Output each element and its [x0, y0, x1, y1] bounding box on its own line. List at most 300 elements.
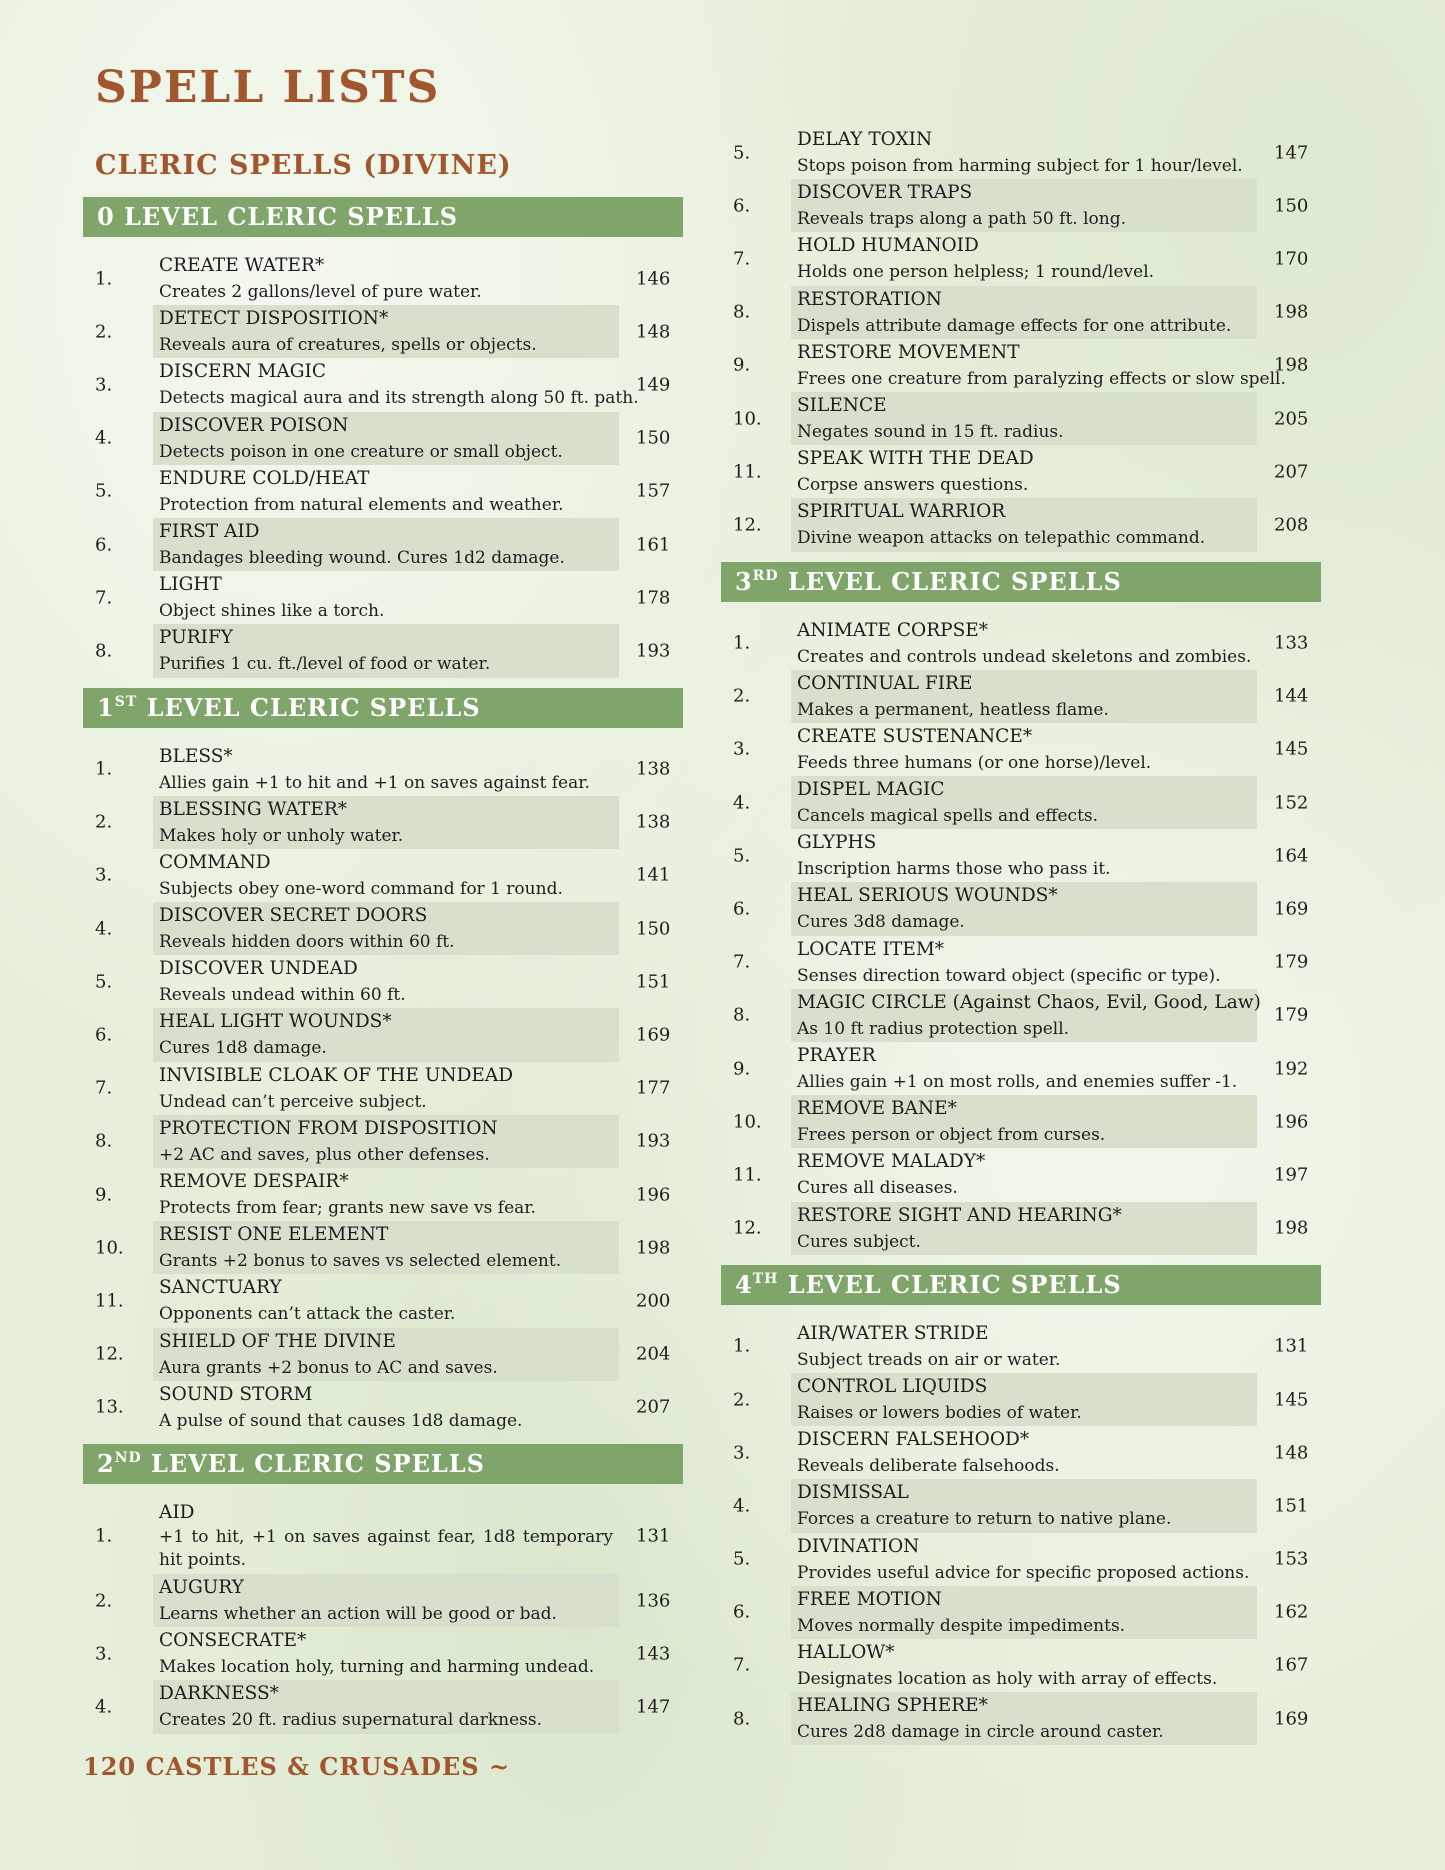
spell-page-number: 148: [636, 321, 671, 343]
spell-name: DISCOVER TRAPS: [797, 182, 973, 204]
spell-name: PROTECTION FROM DISPOSITION: [159, 1117, 498, 1139]
spell-name: DISCOVER UNDEAD: [159, 958, 358, 980]
spell-page-number: 198: [1274, 354, 1309, 376]
spell-number: 2.: [95, 1590, 113, 1612]
spell-entry: [721, 882, 1321, 935]
spell-description: Feeds three humans (or one horse)/level.: [797, 752, 1152, 773]
spell-body: [791, 1320, 1257, 1373]
spell-description: +2 AC and saves, plus other defenses.: [159, 1144, 490, 1165]
spell-description: A pulse of sound that causes 1d8 damage.: [159, 1410, 523, 1431]
spell-body: [791, 445, 1257, 498]
spell-body: [153, 1168, 619, 1221]
spell-number: 6.: [95, 1024, 113, 1046]
spell-entry: [721, 445, 1321, 498]
spell-name: REMOVE BANE*: [797, 1098, 957, 1120]
spell-number: 1.: [733, 632, 751, 654]
spell-body: [153, 1062, 619, 1115]
spell-number: 12.: [95, 1343, 124, 1365]
spell-number: 1.: [95, 758, 113, 780]
spell-page-number: 192: [1274, 1058, 1309, 1080]
spell-name: HEALING SPHERE*: [797, 1695, 988, 1717]
spell-entry: [721, 498, 1321, 551]
spell-body: [791, 126, 1257, 179]
spell-description: Cancels magical spells and effects.: [797, 806, 1099, 827]
spell-number: 6.: [95, 534, 113, 556]
spell-page-number: 157: [636, 480, 671, 502]
spell-page-number: 150: [636, 427, 671, 449]
spell-description: As 10 ft radius protection spell.: [797, 1018, 1070, 1039]
spell-number: 10.: [733, 408, 762, 430]
spell-entry: [83, 624, 683, 677]
spell-description: Reveals undead within 60 ft.: [159, 985, 406, 1006]
spell-name: RESIST ONE ELEMENT: [159, 1224, 389, 1246]
spell-number: 4.: [733, 1495, 751, 1517]
spell-number: 7.: [95, 587, 113, 609]
spell-name: DETECT DISPOSITION*: [159, 308, 389, 330]
page-footer: 120 CASTLES & CRUSADES ~: [83, 1752, 511, 1781]
spell-entry: [83, 743, 683, 796]
spell-description: Moves normally despite impediments.: [797, 1615, 1126, 1636]
spell-entry: [721, 126, 1321, 179]
spell-entry: [83, 1627, 683, 1680]
spell-page-number: 146: [636, 268, 671, 290]
spell-body: [153, 1680, 619, 1733]
spell-page-number: 198: [636, 1237, 671, 1259]
spell-entry: [721, 1586, 1321, 1639]
spell-page-number: 200: [636, 1290, 671, 1312]
spell-number: 1.: [733, 1335, 751, 1357]
spell-name: HEAL SERIOUS WOUNDS*: [797, 885, 1058, 907]
spell-entry: [83, 955, 683, 1008]
section-level-number: 2: [97, 1448, 115, 1478]
spell-number: 5.: [733, 845, 751, 867]
spell-description: Makes holy or unholy water.: [159, 825, 404, 846]
spell-entry: [721, 1639, 1321, 1692]
spell-body: [791, 1202, 1257, 1255]
spell-body: [791, 723, 1257, 776]
spell-entry: [83, 465, 683, 518]
spell-description: Makes location holy, turning and harming undead.: [159, 1657, 595, 1678]
spell-name: RESTORE MOVEMENT: [797, 341, 1020, 363]
spell-entry: [83, 1274, 683, 1327]
spell-name: AUGURY: [159, 1576, 244, 1598]
right-column: [721, 126, 1321, 1755]
spell-name: BLESSING WATER*: [159, 798, 348, 820]
spell-page-number: 145: [1274, 738, 1309, 760]
section-level-suffix: ND: [114, 1449, 142, 1466]
spell-body: [791, 1148, 1257, 1201]
spell-description: Allies gain +1 to hit and +1 on saves against fear.: [159, 772, 590, 793]
spell-name: PURIFY: [159, 627, 233, 649]
spell-entry: [83, 902, 683, 955]
spell-entry: [721, 1692, 1321, 1745]
spell-name: FREE MOTION: [797, 1588, 942, 1610]
section-gap: [721, 552, 1321, 562]
spell-entry: [721, 1426, 1321, 1479]
spell-body: [153, 1574, 619, 1627]
spell-description: Detects poison in one creature or small object.: [159, 441, 563, 462]
spell-number: 3.: [95, 374, 113, 396]
spell-body: [791, 670, 1257, 723]
spell-number: 2.: [95, 811, 113, 833]
spell-name: LOCATE ITEM*: [797, 938, 945, 960]
spell-page-number: 207: [636, 1396, 671, 1418]
spell-page-number: 196: [636, 1184, 671, 1206]
spell-number: 8.: [95, 1130, 113, 1152]
section-header: [83, 1444, 683, 1484]
spell-page-number: 208: [1274, 514, 1309, 536]
spell-body: [153, 849, 619, 902]
spell-body: [791, 1692, 1257, 1745]
section-level-number: 4: [735, 1269, 753, 1299]
section-level-number: 3: [735, 566, 753, 596]
spell-body: [153, 358, 639, 411]
spell-description: Reveals hidden doors within 60 ft.: [159, 932, 455, 953]
spell-page-number: 198: [1274, 301, 1309, 323]
spell-entry: [721, 1042, 1321, 1095]
spell-body: [153, 1328, 619, 1381]
spell-page-number: 149: [636, 374, 671, 396]
spell-number: 9.: [733, 354, 751, 376]
page-title: SPELL LISTS: [95, 62, 441, 113]
spell-number: 5.: [733, 142, 751, 164]
spell-number: 11.: [95, 1290, 124, 1312]
spell-description: Divine weapon attacks on telepathic command.: [797, 528, 1206, 549]
spell-number: 6.: [733, 195, 751, 217]
section-header-label: LEVEL CLERIC SPELLS: [778, 1269, 1122, 1299]
spell-page-number: 150: [636, 918, 671, 940]
spell-description: Reveals traps along a path 50 ft. long.: [797, 209, 1126, 230]
spell-number: 12.: [733, 1217, 762, 1239]
spell-description: Corpse answers questions.: [797, 475, 1029, 496]
spell-body: [153, 412, 619, 465]
spell-entry: [721, 829, 1321, 882]
left-column: [83, 197, 683, 1744]
spell-number: 4.: [95, 1696, 113, 1718]
spell-number: 8.: [733, 1708, 751, 1730]
spell-page-number: 198: [1274, 1217, 1309, 1239]
spell-page-number: 205: [1274, 408, 1309, 430]
spell-body: [153, 252, 619, 305]
spell-description: Object shines like a torch.: [159, 601, 385, 622]
spell-number: 11.: [733, 1164, 762, 1186]
spell-name: DISPEL MAGIC: [797, 779, 945, 801]
spell-body: [791, 829, 1257, 882]
spell-number: 7.: [733, 951, 751, 973]
spell-page-number: 193: [636, 640, 671, 662]
section-gap: [83, 678, 683, 688]
spell-number: 7.: [733, 248, 751, 270]
spell-body: [153, 1499, 619, 1574]
spell-description: Forces a creature to return to native plane.: [797, 1509, 1172, 1530]
section-subtitle: CLERIC SPELLS (DIVINE): [95, 150, 512, 181]
spell-body: [153, 743, 619, 796]
spell-entry: [721, 179, 1321, 232]
spell-page-number: 167: [1274, 1654, 1309, 1676]
spell-number: 3.: [95, 864, 113, 886]
spell-description: Protection from natural elements and weather.: [159, 494, 564, 515]
spell-entry: [83, 1168, 683, 1221]
spell-name: AIR/WATER STRIDE: [797, 1322, 989, 1344]
spell-name: GLYPHS: [797, 832, 877, 854]
spell-page-number: 131: [1274, 1335, 1309, 1357]
spell-number: 2.: [733, 685, 751, 707]
spell-name: HEAL LIGHT WOUNDS*: [159, 1011, 392, 1033]
spell-page-number: 138: [636, 758, 671, 780]
spell-description: Creates and controls undead skeletons and zombies.: [797, 646, 1252, 667]
spell-description: Protects from fear; grants new save vs fear.: [159, 1198, 536, 1218]
spell-entry: [721, 1148, 1321, 1201]
spell-body: [153, 902, 619, 955]
spell-body: [153, 305, 619, 358]
spell-description: Inscription harms those who pass it.: [797, 859, 1111, 880]
section-header: [721, 1265, 1321, 1305]
spell-description: Cures subject.: [797, 1231, 921, 1252]
spell-number: 7.: [95, 1077, 113, 1099]
spell-entry: [721, 1373, 1321, 1426]
spell-body: [791, 1639, 1257, 1692]
spell-description: Grants +2 bonus to saves vs selected element.: [159, 1251, 562, 1272]
spell-number: 2.: [95, 321, 113, 343]
spell-page-number: 178: [636, 587, 671, 609]
spell-entry: [721, 617, 1321, 670]
section-header-label: LEVEL CLERIC SPELLS: [114, 202, 459, 231]
spell-entry: [721, 392, 1321, 445]
spell-page-number: 177: [636, 1077, 671, 1099]
section-header-label: LEVEL CLERIC SPELLS: [141, 1448, 485, 1478]
spell-page-number: 138: [636, 811, 671, 833]
spell-name: ANIMATE CORPSE*: [797, 619, 988, 641]
spell-name: SPEAK WITH THE DEAD: [797, 448, 1034, 470]
section-header-label: LEVEL CLERIC SPELLS: [778, 566, 1122, 596]
spell-name: DARKNESS*: [159, 1683, 279, 1705]
spell-page-number: 207: [1274, 461, 1309, 483]
section-header: [83, 688, 683, 728]
spell-entry: [721, 339, 1321, 392]
spell-entry: [83, 1008, 683, 1061]
spell-entry: [721, 989, 1321, 1042]
spell-description: Designates location as holy with array of effects.: [797, 1668, 1218, 1689]
spell-entry: [83, 1680, 683, 1733]
spell-body: [791, 232, 1257, 285]
spell-name: DISCERN FALSEHOOD*: [797, 1429, 1030, 1451]
spell-description: Reveals deliberate falsehoods.: [797, 1456, 1060, 1477]
section-gap: [83, 1434, 683, 1444]
spell-page-number: 151: [1274, 1495, 1309, 1517]
spell-entry: [83, 305, 683, 358]
spell-number: 9.: [733, 1058, 751, 1080]
spell-body: [153, 571, 619, 624]
spell-description: +1 to hit, +1 on saves against fear, 1d8 temporary hit points.: [159, 1526, 613, 1570]
spell-name: LIGHT: [159, 574, 222, 596]
spell-description: Aura grants +2 bonus to AC and saves.: [159, 1357, 498, 1378]
spell-entry: [721, 1533, 1321, 1586]
spell-body: [153, 465, 619, 518]
spell-page-number: 196: [1274, 1111, 1309, 1133]
spell-page-number: 131: [636, 1525, 671, 1547]
spell-page-number: 150: [1274, 195, 1309, 217]
spell-body: [153, 518, 619, 571]
spell-description: Undead can’t perceive subject.: [159, 1091, 427, 1112]
spell-name: MAGIC CIRCLE (Against Chaos, Evil, Good, Law): [797, 991, 1261, 1013]
spell-name: SANCTUARY: [159, 1277, 282, 1299]
spell-entry: [721, 670, 1321, 723]
spell-body: [153, 1115, 619, 1168]
spell-name: ENDURE COLD/HEAT: [159, 467, 370, 489]
spell-name: DISCOVER POISON: [159, 414, 349, 436]
spell-description: Cures 1d8 damage.: [159, 1038, 327, 1059]
spell-body: [791, 1586, 1257, 1639]
spell-entry: [721, 232, 1321, 285]
spell-name: RESTORE SIGHT AND HEARING*: [797, 1204, 1122, 1226]
spell-entry: [83, 1328, 683, 1381]
spell-body: [153, 624, 619, 677]
spell-body: [153, 955, 619, 1008]
spell-number: 13.: [95, 1396, 124, 1418]
spell-body: [791, 498, 1257, 551]
spell-body: [791, 1095, 1257, 1148]
spell-name: DISCOVER SECRET DOORS: [159, 905, 428, 927]
spell-entry: [721, 723, 1321, 776]
spell-name: CONTINUAL FIRE: [797, 672, 973, 694]
spell-name: COMMAND: [159, 851, 271, 873]
spell-page-number: 143: [636, 1643, 671, 1665]
spell-name: RESTORATION: [797, 288, 942, 310]
spell-page-number: 133: [1274, 632, 1309, 654]
spell-name: PRAYER: [797, 1045, 876, 1066]
spell-name: REMOVE DESPAIR*: [159, 1171, 349, 1192]
spell-number: 8.: [733, 301, 751, 323]
spell-description: Cures all diseases.: [797, 1178, 958, 1199]
spell-description: Frees person or object from curses.: [797, 1125, 1106, 1146]
spell-entry: [721, 1095, 1321, 1148]
section-header: [721, 562, 1321, 602]
spell-number: 3.: [733, 1442, 751, 1464]
spell-description: Senses direction toward object (specific or type).: [797, 965, 1221, 986]
spell-page-number: 179: [1274, 951, 1309, 973]
spell-number: 7.: [733, 1654, 751, 1676]
spell-page-number: 170: [1274, 248, 1309, 270]
spell-description: Cures 3d8 damage.: [797, 912, 965, 933]
spell-number: 5.: [95, 480, 113, 502]
spell-entry: [83, 518, 683, 571]
spell-body: [153, 1627, 619, 1680]
spell-number: 8.: [95, 640, 113, 662]
spell-entry: [721, 776, 1321, 829]
spell-page-number: 193: [636, 1130, 671, 1152]
spell-description: Purifies 1 cu. ft./level of food or water.: [159, 654, 491, 675]
spell-number: 3.: [95, 1643, 113, 1665]
spell-name: HOLD HUMANOID: [797, 235, 979, 257]
spell-name: CREATE WATER*: [159, 255, 325, 276]
spell-entry: [83, 1381, 683, 1434]
spell-body: [791, 1533, 1257, 1586]
spell-description: Bandages bleeding wound. Cures 1d2 damage.: [159, 547, 565, 568]
spell-page-number: 147: [636, 1696, 671, 1718]
spell-name: INVISIBLE CLOAK OF THE UNDEAD: [159, 1064, 514, 1086]
spell-entry: [83, 1062, 683, 1115]
spell-description: Negates sound in 15 ft. radius.: [797, 421, 1064, 442]
spell-description: Creates 2 gallons/level of pure water.: [159, 282, 482, 302]
spell-number: 4.: [95, 918, 113, 940]
spell-body: [791, 286, 1257, 339]
spell-body: [791, 989, 1261, 1042]
spell-page-number: 151: [636, 971, 671, 993]
spell-name: AID: [159, 1501, 195, 1523]
spell-description: Cures 2d8 damage in circle around caster.: [797, 1722, 1164, 1743]
spell-page-number: 152: [1274, 792, 1309, 814]
spell-body: [791, 776, 1257, 829]
spell-page-number: 164: [1274, 845, 1309, 867]
spell-name: DISCERN MAGIC: [159, 361, 327, 383]
spell-entry: [83, 571, 683, 624]
spell-number: 11.: [733, 461, 762, 483]
spell-page-number: 145: [1274, 1389, 1309, 1411]
spell-name: CREATE SUSTENANCE*: [797, 725, 1033, 747]
spell-name: SILENCE: [797, 394, 887, 416]
spell-number: 10.: [733, 1111, 762, 1133]
section-level-suffix: ST: [114, 693, 138, 710]
spell-entry: [83, 412, 683, 465]
spell-description: Holds one person helpless; 1 round/level.: [797, 262, 1155, 283]
section-level-suffix: RD: [752, 567, 779, 584]
spell-body: [791, 179, 1257, 232]
section-level-number: 0: [97, 202, 115, 231]
spell-page-number: 144: [1274, 685, 1309, 707]
spell-page-number: 141: [636, 864, 671, 886]
spell-entry: [83, 1574, 683, 1627]
spell-page-number: 162: [1274, 1601, 1309, 1623]
section-level-suffix: TH: [752, 1270, 779, 1287]
spell-number: 12.: [733, 514, 762, 536]
spell-description: Learns whether an action will be good or bad.: [159, 1603, 557, 1624]
spell-page-number: 161: [636, 534, 671, 556]
spell-page-number: 147: [1274, 142, 1309, 164]
spell-description: Makes a permanent, heatless flame.: [797, 699, 1109, 720]
spell-number: 9.: [95, 1184, 113, 1206]
spell-number: 1.: [95, 1525, 113, 1547]
section-gap: [83, 1734, 683, 1744]
spell-body: [791, 392, 1257, 445]
spell-entry: [721, 1320, 1321, 1373]
section-level-number: 1: [97, 692, 115, 722]
spell-number: 4.: [95, 427, 113, 449]
spell-name: SOUND STORM: [159, 1383, 313, 1405]
spell-body: [153, 1008, 619, 1061]
spell-description: Raises or lowers bodies of water.: [797, 1402, 1082, 1423]
spell-description: Detects magical aura and its strength along 50 ft. path.: [159, 388, 639, 409]
spell-body: [153, 796, 619, 849]
spell-number: 4.: [733, 792, 751, 814]
spell-body: [791, 936, 1257, 989]
section-gap: [721, 1255, 1321, 1265]
spell-description: Reveals aura of creatures, spells or objects.: [159, 335, 537, 356]
spell-page-number: 148: [1274, 1442, 1309, 1464]
spell-page-number: 204: [636, 1343, 671, 1365]
spell-body: [791, 617, 1257, 670]
spell-body: [153, 1221, 619, 1274]
spell-entry: [721, 1479, 1321, 1532]
spell-entry: [83, 358, 683, 411]
spell-number: 5.: [733, 1548, 751, 1570]
spell-body: [791, 1042, 1257, 1095]
spell-entry: [721, 936, 1321, 989]
spell-description: Creates 20 ft. radius supernatural darkness.: [159, 1710, 542, 1731]
spell-body: [791, 1479, 1257, 1532]
spell-page-number: 179: [1274, 1004, 1309, 1026]
spell-entry: [83, 796, 683, 849]
spell-description: Dispels attribute damage effects for one attribute.: [797, 315, 1232, 336]
